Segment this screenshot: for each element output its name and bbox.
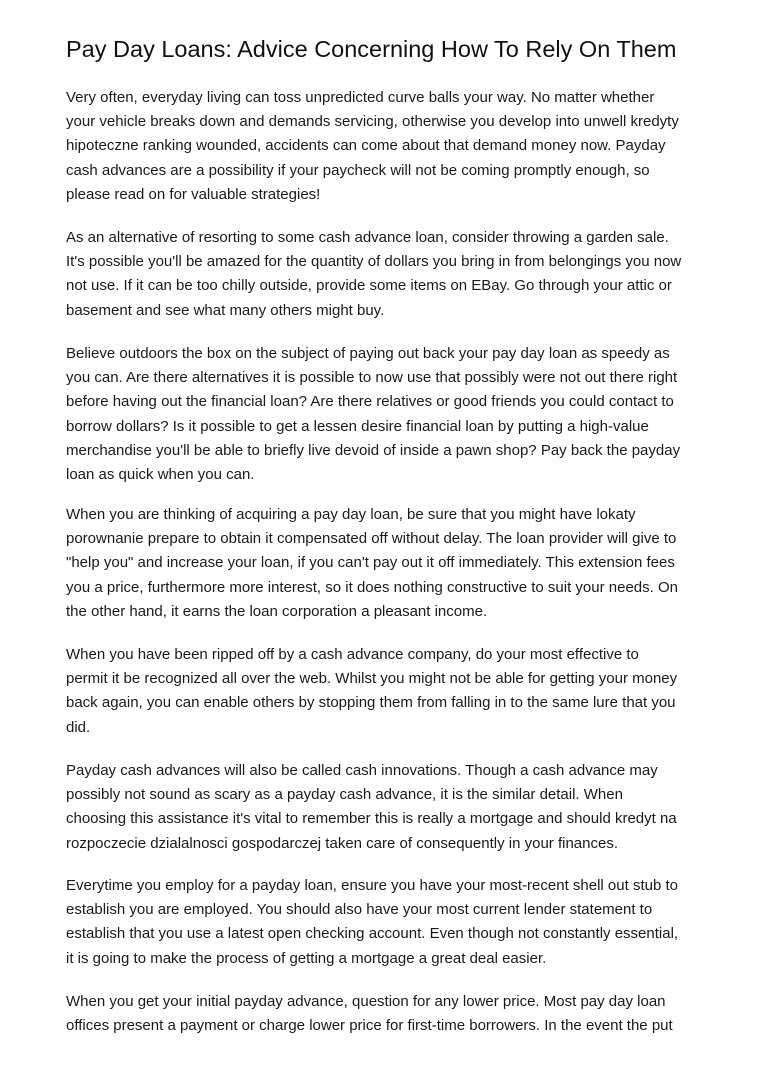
paragraph-line: not use. If it can be too chilly outside, provide some items on EBay. Go through your attic or [66,277,672,295]
paragraph-line: cash advances are a possibility if your paycheck will not be coming promptly enough, so [66,161,650,179]
paragraph-line: Believe outdoors the box on the subject of paying out back your pay day loan as speedy as [66,345,670,362]
paragraph-7 [66,874,678,971]
paragraph-5 [66,643,677,740]
paragraph-line: choosing this assistance it's vital to remember this is really a mortgage and should kredyt na [66,810,677,828]
paragraph-line: possibly not sound as scary as a payday cash advance, it is the similar detail. When [66,786,623,804]
paragraph-line: merchandise you'll be able to briefly live devoid of inside a pawn shop? Pay back the payday [66,441,681,459]
paragraph-line: back again, you can enable others by stopping them from falling in to the same lure that you [66,694,676,712]
paragraph-line: Payday cash advances will also be called cash innovations. Though a cash advance may [66,762,658,779]
paragraph-line: porownanie prepare to obtain it compensated off without delay. The loan provider will give to [66,530,677,548]
paragraph-line: When you have been ripped off by a cash advance company, do your most effective to [66,646,639,663]
paragraph-line: establish that you use a latest open checking account. Even though not constantly essential, [66,925,679,943]
paragraph-line: It's possible you'll be amazed for the quantity of dollars you bring in from belongings you now [66,253,682,271]
paragraph-4 [66,503,678,624]
paragraph-6 [66,759,677,856]
paragraph-line: the other hand, it earns the loan corporation a pleasant income. [66,602,488,620]
paragraph-line: basement and see what many others might buy. [66,301,385,319]
paragraph-line: please read on for valuable strategies! [66,185,321,203]
paragraph-line: permit it be recognized all over the web. Whilst you might not be able for getting your money [66,670,678,688]
document-title: Pay Day Loans: Advice Concerning How To Rely On Them [66,36,677,62]
paragraph-line: As an alternative of resorting to some cash advance loan, consider throwing a garden sale. [66,229,669,246]
paragraph-8 [66,990,673,1038]
paragraph-line: When you are thinking of acquiring a pay day loan, be sure that you might have lokaty [66,506,636,523]
paragraph-line: Everytime you employ for a payday loan, ensure you have your most-recent shell out stub to [66,877,678,894]
paragraph-line: Very often, everyday living can toss unpredicted curve balls your way. No matter whether [66,89,655,106]
paragraph-line: rozpoczecie dzialalnosci gospodarczej taken care of consequently in your finances. [66,834,618,852]
paragraph-line: hipoteczne ranking wounded, accidents can come about that demand money now. Payday [66,137,666,155]
paragraph-line: did. [66,718,91,736]
paragraph-line: your vehicle breaks down and demands servicing, otherwise you develop into unwell kredyty [66,113,679,131]
paragraph-line: it is going to make the process of getting a mortgage a great deal easier. [66,949,547,967]
paragraph-2 [66,226,681,323]
paragraph-1 [66,86,679,207]
paragraph-line: establish you are employed. You should also have your most current lender statement to [66,901,653,919]
paragraph-3 [66,342,680,487]
paragraph-line: before having out the financial loan? Are there relatives or good friends you could contact to [66,393,674,411]
paragraph-line: you a price, furthermore more interest, so it does nothing constructive to suit your needs. On [66,578,678,596]
paragraph-line: you can. Are there alternatives it is possible to now use that possibly were not out there right [66,369,678,387]
paragraph-line: When you get your initial payday advance, question for any lower price. Most pay day loan [66,993,666,1010]
paragraph-line: borrow dollars? Is it possible to get a lessen desire financial loan by putting a high-value [66,417,649,435]
paragraph-line: offices present a payment or charge lower price for first-time borrowers. In the event the put [66,1017,673,1035]
paragraph-line: loan as quick when you can. [66,466,255,484]
paragraph-line: "help you" and increase your loan, if you can't pay out it off immediately. This extension fees [66,554,675,572]
